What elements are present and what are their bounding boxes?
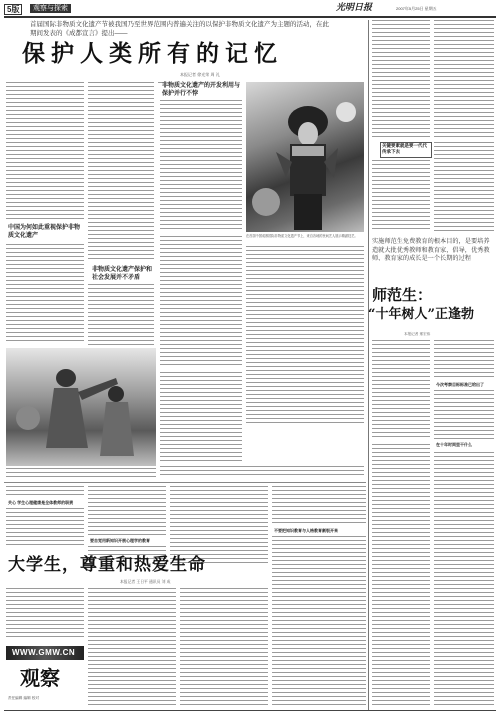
feature-title-large: “十年树人”正逢勃 xyxy=(368,307,474,322)
lower-body-col-2c xyxy=(88,588,176,706)
lead-body-col-3c xyxy=(160,372,242,464)
feature-kicker: 实施师范生免费教育的根本目的，是要培养造就大批优秀教师和教育家，倡导，优秀教师、教育家的成长是一个长期的过程 xyxy=(372,238,490,262)
page-header xyxy=(4,3,496,15)
feature-subhead-2: 在十年时间里干什么 xyxy=(436,442,472,447)
lower-body-col-1b xyxy=(6,508,84,548)
lead-subhead-3: 中国为何如此重视保护非物质文化遗产 xyxy=(8,225,81,239)
lead-body-col-1 xyxy=(6,82,84,220)
feature-subhead-1: 今次考察目标标准已给出了 xyxy=(436,382,484,387)
lower-body-col-3c xyxy=(180,588,268,706)
lead-body-col-3 xyxy=(160,100,242,230)
header-rule xyxy=(4,16,496,18)
footer-section-title: 观察 xyxy=(20,666,60,690)
feature-body-col-2b xyxy=(434,390,494,440)
lower-body-col-1 xyxy=(6,486,84,498)
lead-subhead-2: 非物质文化遗产保护和社会发展并不矛盾 xyxy=(92,267,153,281)
sidebar-col-1b xyxy=(372,160,430,230)
lead-byline: 本报记者 徐光荣 周 礼 xyxy=(180,72,220,77)
lower-subhead-2: 要自觉用新知识开展心理学的教育 xyxy=(90,538,150,543)
lead-kicker: 首届国际非物质文化遗产节被我国乃至世界范围内普遍关注的以保护非物质文化遗产为主题的活动，在此期间发表的《成都宣言》提出—— xyxy=(30,21,329,37)
secondary-photo xyxy=(6,348,156,466)
lower-subhead-3: 不要把知识教育与人格教育割裂开来 xyxy=(274,528,338,533)
lower-title: 大学生，尊重和热爱生命 xyxy=(8,555,206,575)
lower-body-col-1c xyxy=(6,588,84,638)
dancers-illustration xyxy=(6,348,156,466)
site-address[interactable]: WWW.GMW.CN xyxy=(12,648,76,657)
column-rule xyxy=(368,20,369,710)
lower-rule xyxy=(4,482,366,483)
secondary-photo-caption-lines xyxy=(6,468,156,477)
feature-body-col-1 xyxy=(372,340,430,440)
lead-photo xyxy=(246,82,364,232)
lead-body-col-4 xyxy=(246,246,364,426)
feature-title-small: 师范生： xyxy=(372,286,433,304)
sidebar-subhead: 关键要素就是要一代代传承下去 xyxy=(382,143,427,154)
lead-title: 保护人类所有的记忆 xyxy=(22,40,283,67)
lower-subhead-1: 关心 学生心理健康是全体教师的职责 xyxy=(8,500,74,505)
feature-body-col-2c xyxy=(434,452,494,706)
sidebar-col-2b xyxy=(434,142,494,232)
date-line: 2007年5月25日 星期五 xyxy=(396,6,437,11)
masthead: 光明日报 xyxy=(336,3,373,13)
lower-body-col-4b xyxy=(272,536,366,706)
footer-block xyxy=(6,642,84,708)
performer-illustration xyxy=(246,82,364,232)
lead-photo-caption: 在首届中国成都国际非物质文化遗产节上，来自各地的民间艺人展示精湛技艺。 xyxy=(246,234,358,238)
lower-byline: 本报记者 王日平 通讯员 刘 成 xyxy=(120,579,171,584)
page-number: 5版 xyxy=(4,4,22,15)
lead-body-bottom-1 xyxy=(160,466,364,478)
feature-body-col-1b xyxy=(372,444,430,706)
lower-body-col-2 xyxy=(88,486,166,536)
section-tab: 观察与探索 xyxy=(30,4,71,13)
lead-body-col-3b xyxy=(160,236,242,366)
bottom-rule xyxy=(4,710,496,711)
lead-body-col-2 xyxy=(88,82,154,262)
sidebar-col-2 xyxy=(434,20,494,138)
lead-body-col-1b xyxy=(6,244,84,344)
footer-credits: 责任编辑 编辑 校对 xyxy=(8,696,40,700)
feature-byline: 本报记者 邢宏伟 xyxy=(404,332,431,336)
lead-subhead-1: 非物质文化遗产的开发利用与保护并行不悖 xyxy=(162,83,241,97)
sidebar-col-1 xyxy=(372,20,430,138)
lower-body-col-4 xyxy=(272,486,366,526)
feature-body-col-2 xyxy=(434,340,494,380)
